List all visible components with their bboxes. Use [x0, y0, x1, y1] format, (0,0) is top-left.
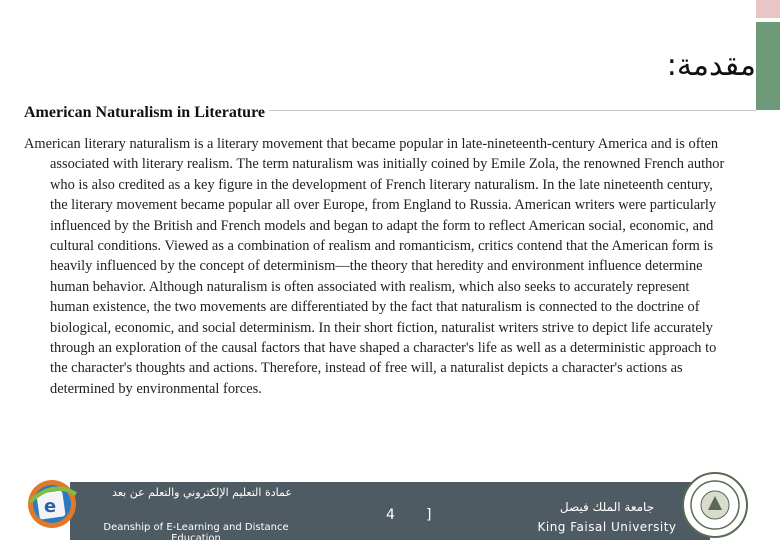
elearning-logo-letter: e [44, 496, 57, 517]
deanship-arabic: عمادة التعليم الإلكتروني والتعلم عن بعد [112, 486, 292, 499]
decorative-side-strip [756, 0, 780, 110]
deanship-english: Deanship of E-Learning and Distance Education [103, 522, 289, 544]
page-number: 4 [386, 507, 395, 523]
footer [0, 470, 780, 544]
elearning-logo-icon [22, 472, 82, 532]
section-heading: American Naturalism in Literature [24, 104, 269, 122]
university-english: King Faisal University [537, 520, 677, 534]
university-arabic: جامعة الملك فيصل [559, 500, 655, 514]
body-paragraph: American literary naturalism is a literary movement that became popular in late-nineteenth-century America and is often associated with literary realism. The term naturalism was initially coined by Emile Zola, the renowned French author who is also credited as a key figure in the development of French literary naturalism. In the late nineteenth century, the literary movement became popular all over Europe, from England to Russia. American writers were particularly influenced by the British and French models and began to adapt the form to reflect American social, economic, and cultural conditions. Viewed as a combination of realism and romanticism, critics contend that the American form is heavily influenced by the concept of determinism—the theory that heredity and environment influence determine human behavior. Although naturalism is often associated with realism, which also seeks to accurately represent human existence, the two movements are differentiated by the fact that naturalism is connected to the doctrine of biological, economic, and social determinism. In their short fiction, naturalist writers strive to depict life accurately through an exploration of the causal factors that have shaped a character's life as well as a deterministic approach to the character's thoughts and actions. Therefore, instead of free will, a naturalist depicts a character's actions as determined by environmental forces. [24, 136, 725, 397]
slide-title: مقدمة: [666, 48, 756, 83]
strip-green-block [756, 22, 780, 110]
strip-pink-block [756, 0, 780, 18]
university-seal-icon [680, 470, 750, 540]
page-bracket: ] [426, 507, 432, 523]
